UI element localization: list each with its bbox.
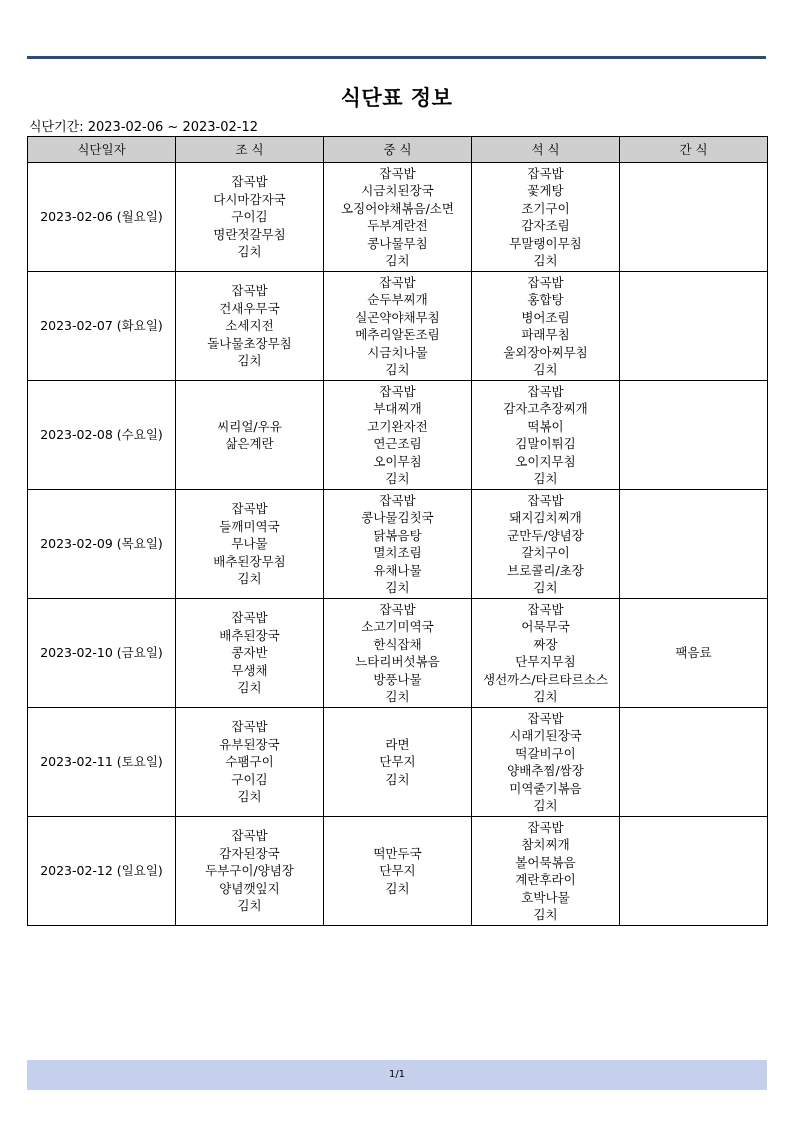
menu-item: 김말이튀김 [515, 436, 576, 451]
menu-item: 소고기미역국 [361, 619, 434, 634]
menu-item: 잡곡밥 [527, 274, 564, 290]
breakfast-cell [176, 490, 324, 599]
menu-item: 단무지 [379, 863, 416, 879]
menu-item: 배추된장국 [219, 627, 280, 643]
menu-item: 호박나물 [521, 889, 570, 905]
menu-item: 실곤약야채무침 [355, 309, 440, 325]
menu-item: 김치 [533, 907, 558, 922]
dinner-cell [472, 599, 620, 708]
table-row [28, 817, 768, 926]
snack-cell [620, 599, 768, 708]
date-cell: 2023-02-06 (월요일) [28, 163, 176, 272]
menu-item: 라면 [385, 736, 410, 752]
menu-item: 오징어야채볶음/소면 [341, 200, 454, 216]
lunch-cell [324, 708, 472, 817]
dinner-cell [472, 272, 620, 381]
menu-item: 한식잡채 [373, 636, 422, 652]
snack-cell [620, 490, 768, 599]
menu-item: 김치 [237, 244, 262, 260]
menu-item: 오이무침 [373, 453, 422, 469]
lunch-cell [324, 163, 472, 272]
menu-item: 떡갈비구이 [515, 745, 576, 761]
menu-item: 김치 [533, 689, 558, 704]
menu-item: 김치 [385, 580, 410, 595]
menu-item: 감자된장국 [219, 845, 280, 861]
menu-item: 김치 [237, 571, 262, 587]
menu-item: 잡곡밥 [527, 819, 564, 835]
menu-item: 단무지무침 [515, 654, 576, 669]
lunch-cell [324, 599, 472, 708]
menu-item: 잡곡밥 [527, 601, 564, 617]
menu-item: 김치 [385, 771, 410, 787]
menu-item: 미역줄기볶음 [509, 780, 582, 796]
menu-item: 시금치된장국 [361, 183, 434, 198]
menu-item: 잡곡밥 [527, 492, 564, 508]
menu-item: 유채나물 [373, 562, 422, 578]
menu-item: 명란젓갈무침 [213, 226, 286, 242]
menu-item: 고기완자전 [367, 418, 428, 434]
menu-item: 김치 [237, 680, 262, 696]
menu-item: 느타리버섯볶음 [355, 654, 440, 669]
menu-item: 어묵무국 [521, 619, 570, 634]
lunch-cell [324, 272, 472, 381]
dinner-cell [472, 163, 620, 272]
menu-item: 콩나물무침 [367, 235, 428, 251]
dinner-cell [472, 708, 620, 817]
snack-cell [620, 163, 768, 272]
menu-item: 건새우무국 [219, 300, 280, 316]
menu-item: 순두부찌개 [367, 292, 428, 307]
menu-item: 잡곡밥 [231, 828, 268, 844]
header-breakfast: 조 식 [176, 137, 324, 163]
menu-item: 잡곡밥 [379, 601, 416, 617]
menu-item: 잡곡밥 [231, 283, 268, 299]
menu-item: 홍합탕 [527, 292, 564, 307]
table-row [28, 599, 768, 708]
menu-item: 울외장아찌무침 [503, 344, 588, 360]
menu-item: 돼지김치찌개 [509, 510, 582, 525]
menu-item: 볼어묵볶음 [515, 854, 576, 870]
page-footer [27, 1060, 767, 1090]
menu-item: 잡곡밥 [379, 165, 416, 181]
header-dinner: 석 식 [472, 137, 620, 163]
menu-item: 김치 [533, 253, 558, 268]
breakfast-cell [176, 381, 324, 490]
menu-item: 떡만두국 [373, 845, 422, 861]
menu-item: 생선까스/타르타르소스 [483, 671, 608, 687]
menu-item: 김치 [385, 689, 410, 704]
snack-cell [620, 381, 768, 490]
menu-item: 잡곡밥 [527, 710, 564, 726]
header-date: 식단일자 [28, 137, 176, 163]
menu-item: 배추된장무침 [213, 553, 286, 569]
menu-item: 김치 [385, 362, 410, 377]
snack-cell [620, 708, 768, 817]
menu-item: 무생채 [231, 662, 268, 678]
meal-period: 식단기간: 2023-02-06 ~ 2023-02-12 [29, 120, 259, 135]
menu-item: 방풍나물 [373, 671, 422, 687]
menu-item: 참치찌개 [521, 837, 570, 852]
menu-item: 잡곡밥 [379, 492, 416, 508]
dinner-cell [472, 381, 620, 490]
menu-item: 파래무침 [521, 327, 570, 342]
menu-item: 양념깻잎지 [219, 880, 280, 896]
menu-item: 조기구이 [521, 200, 570, 216]
menu-item: 두부구이/양념장 [205, 863, 294, 879]
table-row [28, 708, 768, 817]
breakfast-cell [176, 163, 324, 272]
menu-item: 김치 [533, 580, 558, 595]
breakfast-cell [176, 599, 324, 708]
top-rule [27, 56, 766, 59]
table-row [28, 272, 768, 381]
menu-item: 갈치구이 [521, 545, 570, 560]
menu-item: 잡곡밥 [231, 719, 268, 735]
header-lunch: 중 식 [324, 137, 472, 163]
menu-item: 구이김 [231, 771, 268, 787]
menu-item: 잡곡밥 [527, 165, 564, 181]
table-row [28, 381, 768, 490]
menu-item: 들깨미역국 [219, 518, 280, 534]
menu-item: 무말랭이무침 [509, 235, 582, 251]
breakfast-cell [176, 817, 324, 926]
page-title: 식단표 정보 [340, 86, 453, 110]
menu-item: 시금치나물 [367, 344, 428, 360]
menu-item: 브로콜리/초장 [507, 562, 584, 578]
menu-item: 무나물 [231, 536, 268, 552]
lunch-cell [324, 490, 472, 599]
menu-item: 잡곡밥 [231, 174, 268, 190]
menu-item: 시래기된장국 [509, 728, 582, 743]
menu-item: 돌나물초장무침 [207, 335, 292, 351]
menu-item: 콩자반 [231, 645, 268, 661]
meal-table [27, 136, 768, 926]
menu-item: 수팸구이 [225, 754, 274, 770]
table-row [28, 163, 768, 272]
menu-item: 삶은계란 [225, 436, 274, 451]
menu-item: 잡곡밥 [527, 383, 564, 399]
menu-item: 양배추찜/쌈장 [507, 763, 584, 778]
menu-item: 두부계란전 [367, 218, 428, 233]
menu-item: 김치 [237, 789, 262, 805]
table-row [28, 490, 768, 599]
menu-item: 단무지 [379, 754, 416, 770]
menu-item: 김치 [533, 362, 558, 377]
page-number: 1/1 [388, 1069, 406, 1080]
menu-item: 군만두/양념장 [507, 527, 584, 543]
menu-item: 연근조림 [373, 436, 422, 451]
menu-item: 꽃게탕 [527, 183, 564, 198]
header-snack: 간 식 [620, 137, 768, 163]
menu-item: 병어조림 [521, 309, 570, 325]
menu-item: 콩나물김칫국 [361, 510, 434, 525]
menu-item: 구이김 [231, 209, 268, 225]
date-cell: 2023-02-09 (목요일) [28, 490, 176, 599]
menu-item: 메추리알돈조림 [355, 327, 440, 342]
menu-item: 김치 [385, 253, 410, 268]
menu-item: 김치 [385, 471, 410, 486]
menu-item: 유부된장국 [219, 736, 280, 752]
menu-item: 김치 [533, 471, 558, 486]
date-cell: 2023-02-12 (일요일) [28, 817, 176, 926]
menu-item: 김치 [533, 798, 558, 813]
menu-item: 김치 [237, 898, 262, 914]
breakfast-cell [176, 272, 324, 381]
dinner-cell [472, 490, 620, 599]
menu-item: 감자조림 [521, 218, 570, 233]
menu-item: 잡곡밥 [379, 383, 416, 399]
menu-item: 김치 [385, 880, 410, 896]
menu-item: 짜장 [533, 636, 558, 652]
snack-cell [620, 272, 768, 381]
menu-item: 씨리얼/우유 [217, 418, 282, 434]
breakfast-cell [176, 708, 324, 817]
dinner-cell [472, 817, 620, 926]
lunch-cell [324, 381, 472, 490]
menu-item: 잡곡밥 [379, 274, 416, 290]
menu-item: 김치 [237, 353, 262, 369]
date-cell: 2023-02-11 (토요일) [28, 708, 176, 817]
menu-item: 감자고추장찌개 [503, 401, 588, 416]
table-header-row [28, 137, 768, 163]
menu-item: 다시마감자국 [213, 191, 286, 207]
menu-item: 소세지전 [225, 318, 274, 334]
menu-item: 팩음료 [675, 645, 712, 661]
snack-cell [620, 817, 768, 926]
menu-item: 멸치조림 [373, 545, 422, 560]
menu-item: 잡곡밥 [231, 501, 268, 517]
lunch-cell [324, 817, 472, 926]
menu-item: 잡곡밥 [231, 610, 268, 626]
menu-item: 떡볶이 [527, 418, 564, 434]
date-cell: 2023-02-07 (화요일) [28, 272, 176, 381]
menu-item: 계란후라이 [515, 872, 576, 887]
date-cell: 2023-02-10 (금요일) [28, 599, 176, 708]
menu-item: 오이지무침 [515, 453, 576, 469]
date-cell: 2023-02-08 (수요일) [28, 381, 176, 490]
menu-item: 부대찌개 [373, 401, 422, 416]
menu-item: 닭볶음탕 [373, 527, 422, 543]
